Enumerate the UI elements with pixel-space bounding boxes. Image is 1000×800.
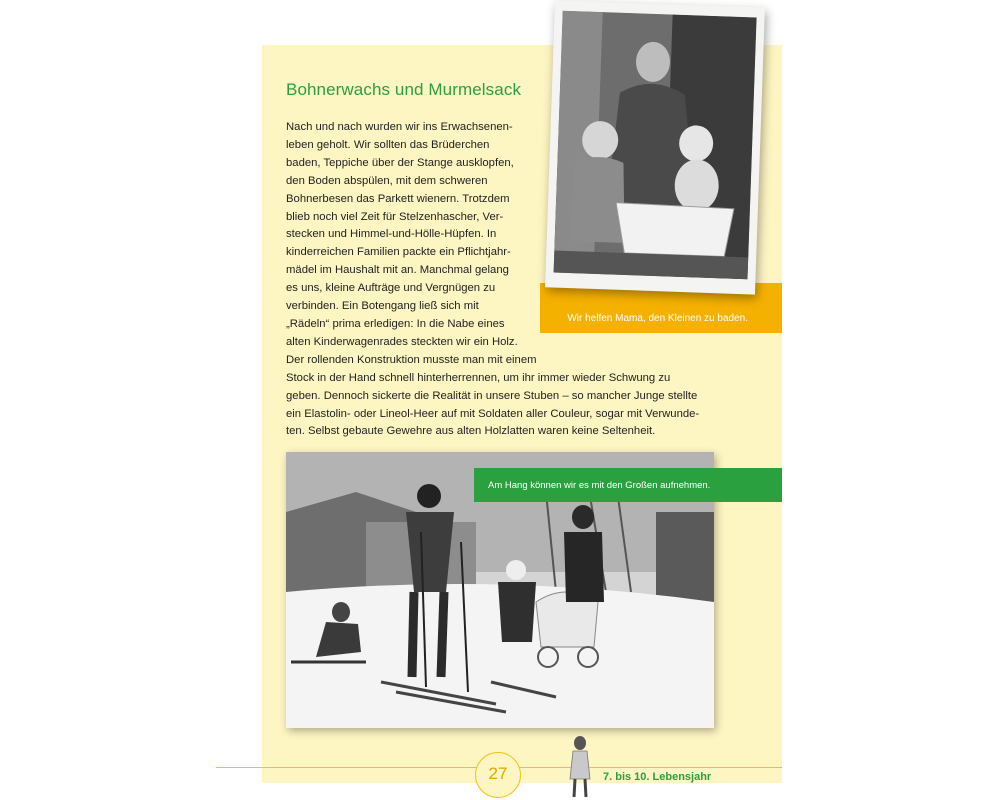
body-line: mädel im Haushalt mit an. Manchmal gelang — [286, 264, 509, 277]
body-line: geben. Dennoch sickerte die Realität in unsere Stuben – so mancher Junge stellte — [286, 389, 698, 402]
body-line: ein Elastolin- oder Lineol-Heer auf mit Soldaten aller Couleur, sogar mit Verwunde- — [286, 407, 700, 420]
page-number: 27 — [488, 764, 508, 783]
body-line: stecken und Himmel-und-Hölle-Hüpfen. In — [286, 228, 497, 241]
photo-caption-snow-text: Am Hang können wir es mit den Großen aufnehmen. — [488, 479, 711, 491]
body-line: Der rollenden Konstruktion musste man mit einem — [286, 353, 537, 366]
photo-caption-snow — [474, 468, 782, 502]
photo-frame-bath — [545, 0, 765, 294]
body-line: „Rädeln“ prima erledigen: In die Nabe eines — [286, 317, 505, 330]
body-line: ten. Selbst gebaute Gewehre aus alten Holzlatten waren keine Seltenheit. — [286, 425, 656, 438]
body-line: alten Kinderwagenrades steckten wir ein Holz. — [286, 335, 518, 348]
article-heading: Bohnerwachs und Murmelsack — [286, 80, 522, 99]
body-line: Bohnerbesen das Parkett wienern. Trotzdem — [286, 192, 510, 205]
body-line: baden, Teppiche über der Stange ausklopfen, — [286, 156, 514, 169]
photo-mother-bathing-baby — [554, 11, 757, 280]
body-line: kinderreichen Familien packte ein Pflichtjahr- — [286, 246, 511, 259]
body-line: leben geholt. Wir sollten das Brüderchen — [286, 138, 490, 151]
body-line: den Boden abspülen, mit dem schweren — [286, 174, 488, 187]
body-line: blieb noch viel Zeit für Stelzenhascher, Ver- — [286, 210, 504, 223]
photo-bath-illustration — [554, 11, 757, 280]
body-line: Nach und nach wurden wir ins Erwachsenen- — [286, 121, 513, 133]
body-line: verbinden. Ein Botengang ließ sich mit — [286, 300, 479, 313]
body-line: es uns, kleine Aufträge und Vergnügen zu — [286, 282, 496, 295]
photo-caption-bath-text: Wir helfen Mama, den Kleinen zu baden. — [567, 313, 748, 324]
child-figure-icon — [565, 735, 595, 800]
chapter-label: 7. bis 10. Lebensjahr — [603, 771, 712, 783]
body-line: Stock in der Hand schnell hinterherrennen, um ihr immer wieder Schwung zu — [286, 371, 671, 384]
